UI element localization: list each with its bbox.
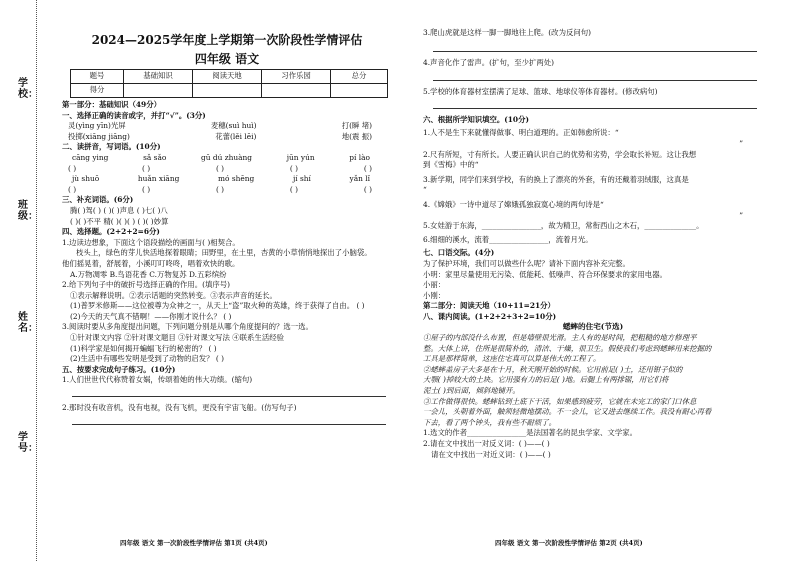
school-label: 学校： bbox=[18, 78, 38, 100]
question-text: 枝头上，绿色的芽儿快活地探着眼睛；田野里，在土里，杏黄的小草悄悄地探出了小脑袋。 bbox=[76, 248, 372, 258]
question-text: 3.阅读时要从多角度提出问题，下列问题分别是从哪个角度提问的？选一选。 bbox=[62, 322, 313, 332]
question-options: ①表示解释说明。②表示话题的突然转变。③表示声音的延长。 bbox=[70, 290, 277, 300]
passage-text[interactable]: ②蟋蟀盖房子大多是在十月，秋天刚开始的时候。它用前足( )土，还用钳子似的 bbox=[423, 364, 683, 374]
passage-text: 整。大体上讲，住所是很简朴的，清洁、干燥，很卫生。假使我们考虑到蟋蟀用来挖掘的 bbox=[423, 343, 712, 353]
question-text[interactable]: 到《雪梅》中的“ bbox=[423, 160, 479, 170]
question-text: ” bbox=[739, 210, 743, 220]
pinyin: gū dú zhuàng bbox=[201, 152, 253, 162]
question-text: 为了保护环境，我们可以做些什么呢？请补下面内容补充完整。 bbox=[423, 258, 630, 268]
question-text[interactable]: 2.请在文中找出一对反义词：( )——( ) bbox=[423, 439, 550, 448]
dialog-line-xiaoli[interactable] bbox=[423, 280, 763, 291]
answer-box[interactable]: ( ) bbox=[363, 163, 372, 173]
choice-item[interactable]: 灵(yìng yīn)光屏 bbox=[68, 121, 126, 131]
answer-row-1 bbox=[62, 164, 392, 175]
passage-title: 蟋蟀的住宅(节选) bbox=[562, 322, 624, 332]
question-text: 3.新学期，同学们来到学校，有的换上了漂亮的外套，有的还戴着羽绒服，这真是 bbox=[423, 174, 689, 184]
speaker-label: 小丽： bbox=[423, 280, 446, 290]
score-cell[interactable] bbox=[193, 84, 262, 98]
pinyin: mó shēng bbox=[218, 174, 255, 184]
question-text: 他们摇晃着，舒展着，小溪叮叮咚咚，唱着欢快的歌。 bbox=[62, 258, 240, 268]
score-header-4: 总分 bbox=[331, 70, 388, 84]
question-text: 2.尺有所短，寸有所长。人要正确认识自己的优势和劣势，学会取长补短。这让我想 bbox=[423, 149, 697, 159]
section-8-heading: 八、课内阅读。(1+2+2+3+2=10分) bbox=[423, 311, 557, 321]
pinyin: cāng ying bbox=[72, 152, 109, 162]
answer-line[interactable] bbox=[433, 68, 757, 81]
pinyin: huǎn xiāng bbox=[137, 174, 180, 184]
question-text: 3.爬山虎就是这样一脚一脚地往上爬。(改为反问句) bbox=[423, 28, 592, 37]
score-header-0: 题号 bbox=[71, 70, 124, 84]
choice-item[interactable]: 打(瞬 堵) bbox=[341, 121, 372, 131]
answer-line[interactable] bbox=[433, 98, 757, 109]
choice-item[interactable]: 地(震 振) bbox=[341, 131, 372, 141]
page-2-footer: 四年级 语文 第一次阶段性学情评估 第2页 (共4页) bbox=[495, 539, 643, 547]
score-header-2: 阅读天地 bbox=[193, 70, 262, 84]
passage-text[interactable]: 泥土( )到后面，倾斜地铺开。 bbox=[423, 386, 520, 396]
score-cell[interactable] bbox=[124, 84, 193, 98]
speaker-label: 小刚： bbox=[423, 290, 446, 300]
pinyin: jūn yún bbox=[286, 152, 315, 162]
question-text: 4.声音化作了雷声。(扩句，至少扩两处) bbox=[423, 57, 555, 67]
answer-line[interactable] bbox=[72, 386, 386, 397]
score-cell[interactable] bbox=[262, 84, 331, 98]
question-text: 小明：家里尽量使用无污染、低能耗、低噪声、符合环保要求的家用电器。 bbox=[423, 269, 667, 279]
answer-box[interactable]: ( ) bbox=[68, 163, 77, 173]
idiom-row-1[interactable]: 腾( )驾( ) ( )( )声息 ( )七( )八 bbox=[70, 205, 168, 215]
page-2-column bbox=[423, 0, 763, 460]
question-text: 2.那时没有收音机，没有电视，没有飞机，更没有宇宙飞船。(仿写句子) bbox=[62, 403, 297, 413]
pinyin: pí lào bbox=[349, 152, 370, 162]
question-text: 1.人们世世代代称赞着女娲，传颂着她的伟大功绩。(缩句) bbox=[62, 375, 253, 385]
section-1-row-a bbox=[62, 121, 392, 132]
question-text[interactable]: 5.女娃游于东海，________________，故为精卫，常衔西山之木石，______________。 bbox=[423, 221, 704, 231]
section-4-heading: 四、选择题。(2+2+2=6分) bbox=[62, 227, 160, 237]
question-text[interactable]: (2)生活中有哪些发明是受到了动物的启发？ ( ) bbox=[70, 354, 224, 364]
question-text[interactable]: 6.细细的溪水，流着________________，流着月光。 bbox=[423, 234, 593, 244]
page-1-footer: 四年级 语文 第一次阶段性学情评估 第1页 (共4页) bbox=[120, 539, 268, 547]
passage-text: 工具是那样简单，这座住宅真可以算是伟大的工程了。 bbox=[423, 354, 601, 364]
score-cell[interactable] bbox=[331, 84, 388, 98]
question-text[interactable]: 请在文中找出一对近义词：( )——( ) bbox=[431, 449, 551, 459]
question-text[interactable]: “ bbox=[423, 185, 427, 195]
score-header-1: 基础知识 bbox=[124, 70, 193, 84]
exam-title: 2024—2025学年度上学期第一次阶段性学情评估 bbox=[91, 33, 363, 47]
page-1-column bbox=[62, 0, 392, 425]
question-options: ①针对课文内容 ②针对课文题目 ③针对课文写法 ④联系生活经验 bbox=[70, 333, 284, 343]
question-text: 2.给下列句子中的破折号选择正确的作用。(填序号) bbox=[62, 280, 231, 290]
answer-box[interactable]: ( ) bbox=[141, 163, 151, 173]
pinyin: yǎn lǐ bbox=[349, 174, 370, 184]
question-text[interactable]: (2)今天的天气真不错啊！——你刚才说什么？ ( ) bbox=[70, 311, 232, 321]
passage-text: ③工作做得很快。蟋蟀钻到土底下干活，如果感到疲劳，它就在未完工的家门口休息 bbox=[423, 396, 697, 406]
answer-box[interactable]: ( ) bbox=[141, 184, 151, 194]
number-label: 学号： bbox=[18, 432, 38, 454]
answer-box[interactable]: ( ) bbox=[363, 184, 372, 194]
section-2-heading: 二、读拼音，写词语。(10分) bbox=[62, 142, 161, 152]
answer-box[interactable]: ( ) bbox=[215, 163, 225, 173]
section-3-heading: 三、补充词语。(6分) bbox=[62, 195, 134, 205]
exam-subtitle: 四年级 语文 bbox=[194, 52, 260, 66]
answer-line[interactable] bbox=[433, 39, 757, 52]
dialog-line-xiaogang[interactable] bbox=[423, 291, 763, 302]
answer-box[interactable]: ( ) bbox=[289, 163, 299, 173]
choice-item[interactable]: 麦穗(suì huì) bbox=[210, 121, 257, 131]
fold-line bbox=[36, 0, 37, 561]
answer-box[interactable]: ( ) bbox=[68, 184, 77, 194]
class-label: 班级： bbox=[18, 200, 38, 222]
answer-line[interactable] bbox=[72, 414, 386, 425]
passage-text[interactable]: 大颚( )掉较大的土块。它用强有力的后足( )地。后腿上有两排锯，用它们将 bbox=[423, 375, 669, 385]
idiom-row-2[interactable]: ( )( )不平 精( )( )( ) ( )( )妙算 bbox=[70, 216, 169, 226]
answer-box[interactable]: ( ) bbox=[215, 184, 225, 194]
part-2-heading: 第二部分：阅读天地（10+11=21分） bbox=[423, 301, 555, 311]
section-5-heading: 五、按要求完成句子练习。(10分) bbox=[62, 364, 176, 374]
question-text: 1.边读边想象，下面这个语段描绘的画面与( )相契合。 bbox=[62, 237, 240, 247]
section-1-row-b bbox=[62, 132, 392, 143]
question-text[interactable]: 4.《嫦娥》一诗中道尽了嫦娥孤独寂寞心境的两句诗是“ bbox=[423, 199, 604, 209]
part-1-heading: 第一部分：基础知识（49分） bbox=[62, 100, 161, 109]
choice-item[interactable]: 花蕾(lěi lēi) bbox=[215, 131, 257, 141]
pinyin: sǎ sǎo bbox=[143, 152, 167, 162]
section-6-heading: 六、根据所学知识填空。(10分) bbox=[423, 114, 529, 124]
question-text[interactable]: 1.人不是生下来就懂得做事、明白道理的。正如韩愈所说：“ bbox=[423, 128, 619, 138]
section-1-heading: 一、选择正确的读音或字，并打“√”。(3分) bbox=[62, 110, 206, 120]
binding-margin bbox=[0, 0, 50, 561]
question-text[interactable]: (1)科学家是如何揭开蝙蝠飞行的秘密的？ ( ) bbox=[70, 343, 217, 353]
question-text[interactable]: 1.选文的作者________________是法国著名的昆虫学家、文学家。 bbox=[423, 428, 637, 438]
passage-text: 一会儿，头朝着外面，触须轻微地摆动。不一会儿，它又进去继续工作。我没有耐心再看 bbox=[423, 407, 712, 417]
passage-text: 下去，看了两个钟头，我有些不耐烦了。 bbox=[423, 417, 557, 427]
pinyin: jù shuō bbox=[72, 174, 100, 184]
answer-box[interactable]: ( ) bbox=[289, 184, 299, 194]
choice-item[interactable]: 投掷(xiāng jiāng) bbox=[68, 131, 130, 141]
score-row-label: 得分 bbox=[71, 84, 124, 98]
score-header-3: 习作乐园 bbox=[262, 70, 331, 84]
section-7-heading: 七、口语交际。(4分) bbox=[423, 248, 495, 258]
answer-row-2 bbox=[62, 185, 392, 196]
passage-text: ①屋子的内部没什么布置，但是墙壁很光滑。主人有的是时间，把粗糙的地方修理平 bbox=[423, 333, 697, 343]
pinyin: jí shí bbox=[292, 174, 311, 184]
pinyin-row-2 bbox=[62, 174, 392, 185]
question-text: 5.学校的体育器材室摆满了足球、篮球、地球仪等体育器材。(修改病句) bbox=[423, 87, 658, 97]
question-text: ” bbox=[739, 138, 743, 148]
question-text[interactable]: (1)普罗米修斯——这位被尊为众神之一，从天上“盗”取火种的英雄，终于获得了自由。 ( ) bbox=[70, 301, 365, 311]
pinyin-row-1 bbox=[62, 153, 392, 164]
score-table bbox=[70, 69, 388, 98]
name-label: 姓名： bbox=[18, 312, 38, 334]
question-options[interactable]: A.万物凋零 B.鸟语花香 C.万物复苏 D.五彩缤纷 bbox=[70, 269, 227, 279]
